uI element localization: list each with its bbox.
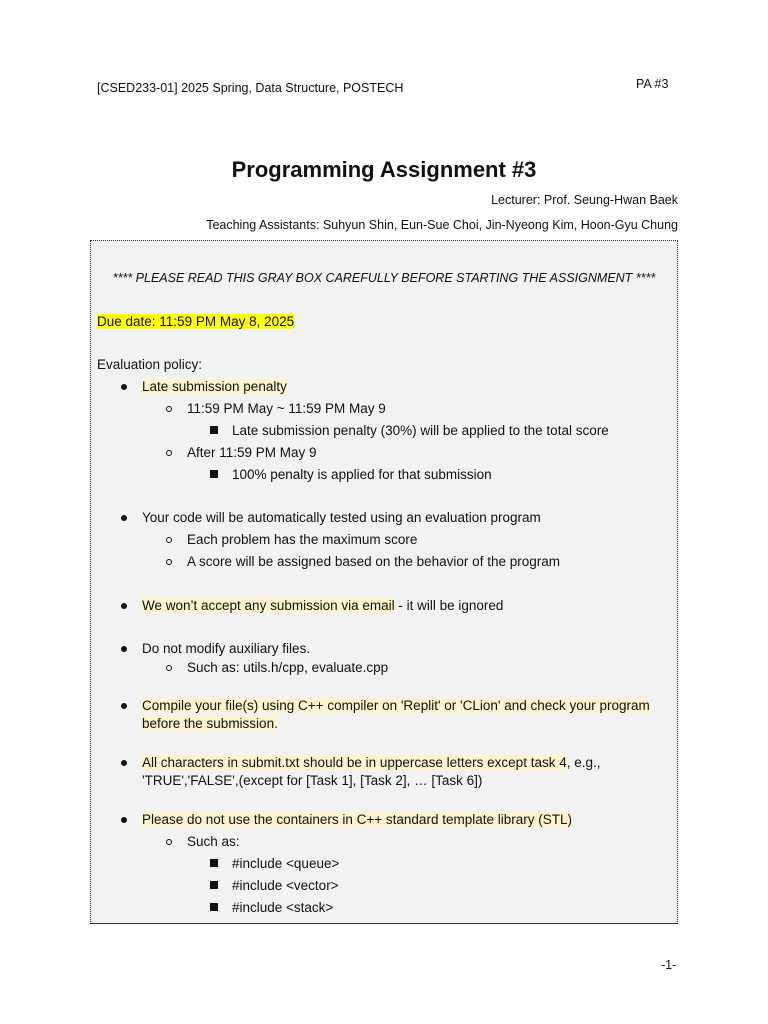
max-score-item: Each problem has the maximum score [187,532,418,547]
due-date: Due date: 11:59 PM May 8, 2025 [97,314,295,329]
circle-bullet-icon [166,537,172,543]
page-title: Programming Assignment #3 [231,157,537,182]
include-stack: #include <stack> [232,900,334,915]
square-bullet-icon [210,426,218,434]
bullet-icon [121,703,127,709]
course-header: [CSED233-01] 2025 Spring, Data Structure, POSTECH [97,81,404,95]
email-warning: We won’t accept any submission via email [142,598,395,613]
circle-bullet-icon [166,559,172,565]
bullet-icon [121,817,127,823]
compile-instruction: Compile your file(s) using C++ compiler on 'Replit' or 'CLion' and check your program [142,698,650,713]
after-deadline: After 11:59 PM May 9 [187,445,317,460]
square-bullet-icon [210,859,218,867]
bullet-icon [121,384,127,390]
email-warning-rest: - it will be ignored [394,598,504,613]
aux-files-example: Such as: utils.h/cpp, evaluate.cpp [187,660,389,675]
include-queue: #include <queue> [232,856,340,871]
circle-bullet-icon [166,450,172,456]
square-bullet-icon [210,903,218,911]
circle-bullet-icon [166,665,172,671]
stl-rule: Please do not use the containers in C++ standard template library (STL) [142,812,572,827]
bullet-icon [121,646,127,652]
page-number: -1- [661,958,677,972]
bullet-icon [121,760,127,766]
lecturer-line: Lecturer: Prof. Seung-Hwan Baek [491,193,678,207]
after-deadline-detail: 100% penalty is applied for that submission [232,467,492,482]
square-bullet-icon [210,470,218,478]
uppercase-rule: All characters in submit.txt should be in uppercase letters except task 4 [142,755,567,770]
score-behavior-item: A score will be assigned based on the behavior of the program [187,554,560,569]
late-penalty-heading: Late submission penalty [142,379,287,394]
late-window-detail: Late submission penalty (30%) will be applied to the total score [232,423,609,438]
notice-banner: **** PLEASE READ THIS GRAY BOX CAREFULLY BEFORE STARTING THE ASSIGNMENT **** [112,271,656,285]
stl-such-as: Such as: [187,834,240,849]
circle-bullet-icon [166,406,172,412]
uppercase-rule-rest: , e.g., [566,755,601,770]
teaching-assistants-line: Teaching Assistants: Suhyun Shin, Eun-Sue Choi, Jin-Nyeong Kim, Hoon-Gyu Chung [206,218,678,232]
evaluation-policy-label: Evaluation policy: [97,357,203,372]
compile-instruction-cont: before the submission. [142,716,278,731]
gray-notice-box [90,240,678,924]
late-window: 11:59 PM May ~ 11:59 PM May 9 [187,401,386,416]
circle-bullet-icon [166,839,172,845]
auto-test-item: Your code will be automatically tested using an evaluation program [142,510,541,525]
pa-label: PA #3 [636,77,669,91]
bullet-icon [121,515,127,521]
square-bullet-icon [210,881,218,889]
uppercase-examples: 'TRUE','FALSE',(except for [Task 1], [Task 2], … [Task 6]) [142,773,483,788]
include-vector: #include <vector> [232,878,339,893]
aux-files-item: Do not modify auxiliary files. [142,641,311,656]
bullet-icon [121,603,127,609]
